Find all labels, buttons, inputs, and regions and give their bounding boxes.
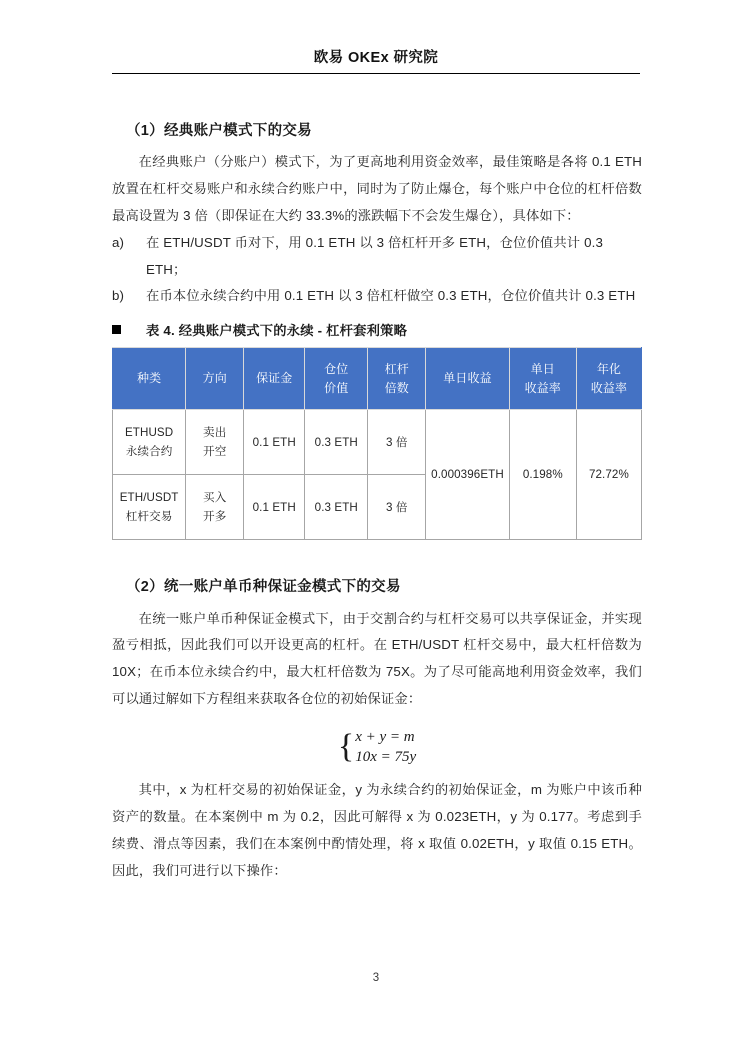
section-2-paragraph-2: 其中，x 为杠杆交易的初始保证金，y 为永续合约的初始保证金，m 为账户中该币种资产的数量。在本案例中 m 为 0.2，因此可解得 x 为 0.023ETH，y 为 0.177。考虑到手续费、滑点等因素，我们在本案例中酌情处理，将 x 取值 0.02ETH，y 取值 0.15 ETH。因此，我们可进行以下操作： bbox=[112, 782, 642, 879]
page-number: 3 bbox=[372, 972, 380, 984]
equation-line-1: x + y = m bbox=[355, 728, 415, 745]
header-line: 单日 bbox=[530, 361, 555, 376]
table-header-row bbox=[113, 348, 642, 410]
column-header-leverage bbox=[368, 348, 426, 410]
column-header-position-value bbox=[305, 348, 368, 410]
column-header-annual-rate bbox=[576, 348, 641, 410]
section-1-heading: （1）经典账户模式下的交易 bbox=[126, 123, 312, 139]
list-item-text: 在 ETH/USDT 币对下，用 0.1 ETH 以 3 倍杠杆开多 ETH，仓位价值共计 0.3 ETH； bbox=[146, 234, 604, 277]
arbitrage-strategy-table bbox=[112, 347, 642, 540]
cell-annual-rate: 72.72% bbox=[576, 410, 641, 540]
equation-system bbox=[112, 727, 642, 768]
alpha-list bbox=[112, 230, 642, 311]
section-2-heading: （2）统一账户单币种保证金模式下的交易 bbox=[126, 579, 401, 596]
cell-line: 永续合约 bbox=[125, 445, 173, 459]
header-line: 价值 bbox=[324, 380, 349, 395]
table-caption-text: 表 4. 经典账户模式下的永续 - 杠杆套利策略 bbox=[146, 323, 408, 339]
cell-leverage: 3 倍 bbox=[368, 410, 426, 475]
header-line: 仓位 bbox=[324, 361, 349, 376]
equation-line-2: 10x = 75y bbox=[355, 749, 417, 766]
list-item bbox=[112, 283, 642, 310]
header-divider bbox=[112, 73, 640, 74]
header-line: 杠杆 bbox=[384, 361, 409, 376]
header-line: 种类 bbox=[137, 371, 162, 386]
cell-line: 开空 bbox=[203, 445, 227, 459]
cell-margin: 0.1 ETH bbox=[244, 410, 305, 475]
header-line: 倍数 bbox=[384, 380, 409, 395]
left-brace-icon: { bbox=[337, 728, 355, 766]
running-header bbox=[112, 48, 640, 74]
table-row bbox=[113, 410, 642, 475]
cell-line: 杠杆交易 bbox=[125, 510, 173, 524]
cell-leverage: 3 倍 bbox=[368, 475, 426, 540]
column-header-kind bbox=[113, 348, 186, 410]
cell-daily-rate: 0.198% bbox=[509, 410, 576, 540]
cell-margin: 0.1 ETH bbox=[244, 475, 305, 540]
header-line: 收益率 bbox=[590, 380, 628, 395]
list-marker: a) bbox=[112, 234, 125, 250]
header-line: 方向 bbox=[202, 371, 227, 386]
cell-line: 卖出 bbox=[203, 426, 227, 440]
column-header-daily-pnl bbox=[426, 348, 509, 410]
cell-kind bbox=[113, 410, 186, 475]
cell-position-value: 0.3 ETH bbox=[305, 410, 368, 475]
table-caption bbox=[112, 320, 642, 339]
header-line: 年化 bbox=[596, 361, 622, 376]
cell-position-value: 0.3 ETH bbox=[305, 475, 368, 540]
list-marker: b) bbox=[112, 288, 125, 304]
cell-line: 买入 bbox=[203, 491, 227, 505]
cell-line: ETH/USDT bbox=[119, 491, 179, 505]
column-header-direction bbox=[186, 348, 244, 410]
square-bullet-icon bbox=[112, 325, 121, 334]
cell-direction bbox=[186, 410, 244, 475]
header-line: 保证金 bbox=[256, 371, 293, 386]
header-line: 单日收益 bbox=[443, 371, 492, 386]
section-2-paragraph-1: 在统一账户单币种保证金模式下，由于交割合约与杠杆交易可以共享保证金，并实现盈亏相抵，因此我们可以开设更高的杠杆。在 ETH/USDT 杠杆交易中，最大杠杆倍数为 10X；在币本位永续合约中，最大杠杆倍数为 75X。为了尽可能高地利用资金效率，我们可以通过解如下方程组来获取各仓位的初始保证金： bbox=[112, 610, 642, 707]
cell-kind bbox=[113, 475, 186, 540]
cell-daily-pnl: 0.000396ETH bbox=[426, 410, 509, 540]
cell-direction bbox=[186, 475, 244, 540]
cell-line: ETHUSD bbox=[124, 426, 174, 440]
cell-line: 开多 bbox=[203, 510, 227, 524]
section-1-paragraph: 在经典账户（分账户）模式下，为了更高地利用资金效率，最佳策略是各将 0.1 ETH 放置在杠杆交易账户和永续合约账户中，同时为了防止爆仓，每个账户中仓位的杠杆倍数最高设置为 3 倍（即保证在大约 33.3%的涨跌幅下不会发生爆仓），具体如下： bbox=[112, 154, 642, 223]
list-item bbox=[112, 230, 642, 284]
running-header-title: 欧易 OKEx 研究院 bbox=[313, 50, 439, 66]
column-header-margin bbox=[244, 348, 305, 410]
document-body bbox=[112, 120, 642, 885]
column-header-daily-rate bbox=[509, 348, 576, 410]
header-line: 收益率 bbox=[524, 380, 561, 395]
list-item-text: 在币本位永续合约中用 0.1 ETH 以 3 倍杠杆做空 0.3 ETH，仓位价值共计 0.3 ETH bbox=[146, 288, 636, 304]
